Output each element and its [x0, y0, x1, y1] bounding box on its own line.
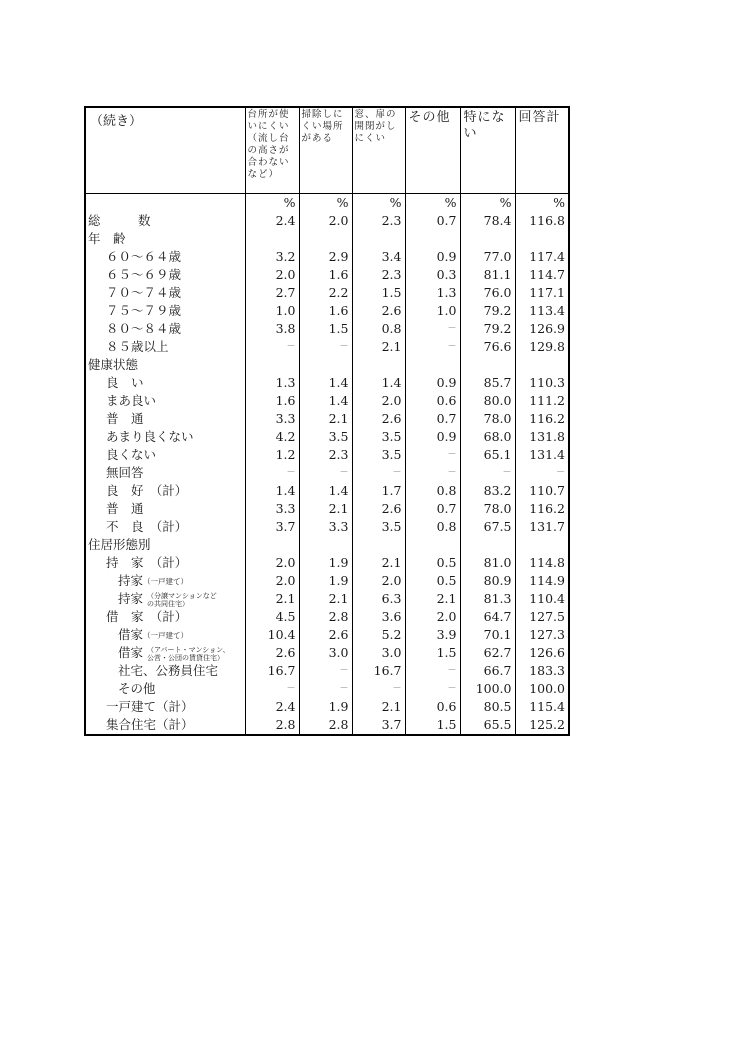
value-cell: 3.0: [352, 644, 405, 662]
row-label: [85, 644, 245, 662]
value-cell: 1.5: [405, 716, 460, 735]
value-cell: 117.1: [515, 284, 569, 302]
value-cell: 1.9: [299, 572, 352, 590]
row-label-text: ６５～６９歳: [106, 267, 182, 282]
value-cell: －: [460, 464, 515, 482]
row-label-text: ８５歳以上: [106, 339, 169, 354]
value-cell: 1.4: [352, 374, 405, 392]
row-label-text: その他: [118, 681, 156, 696]
value-cell: 2.9: [299, 248, 352, 266]
row-label: [85, 464, 245, 482]
value-cell: 0.9: [405, 428, 460, 446]
value-cell: 100.0: [515, 680, 569, 698]
value-cell: －: [299, 338, 352, 356]
value-cell: [515, 356, 569, 374]
row-label-text: 借 家 （計）: [106, 609, 188, 624]
value-cell: 114.9: [515, 572, 569, 590]
value-cell: 2.6: [245, 644, 299, 662]
value-cell: 2.0: [299, 212, 352, 230]
value-cell: 3.2: [245, 248, 299, 266]
value-cell: 2.6: [352, 500, 405, 518]
value-cell: 1.6: [299, 302, 352, 320]
row-label-text: 不 良 （計）: [106, 519, 188, 534]
value-cell: －: [245, 338, 299, 356]
row-label-text: 年 齢: [88, 231, 126, 246]
value-cell: 110.3: [515, 374, 569, 392]
value-cell: 0.7: [405, 500, 460, 518]
value-cell: 3.9: [405, 626, 460, 644]
row-label-text: 持家: [118, 591, 144, 606]
value-cell: 2.3: [299, 446, 352, 464]
value-cell: [299, 536, 352, 554]
value-cell: 111.2: [515, 392, 569, 410]
row-label-text: あまり良くない: [106, 429, 194, 444]
value-cell: 3.5: [352, 428, 405, 446]
value-cell: 116.8: [515, 212, 569, 230]
table-row: [85, 500, 569, 518]
value-cell: 3.8: [245, 320, 299, 338]
value-cell: 1.2: [245, 446, 299, 464]
value-cell: －: [405, 446, 460, 464]
row-label-text: 住居形態別: [88, 537, 151, 552]
value-cell: －: [352, 680, 405, 698]
value-cell: 2.8: [299, 716, 352, 735]
value-cell: 81.0: [460, 554, 515, 572]
column-none: 特にない: [463, 110, 506, 141]
value-cell: 1.5: [352, 284, 405, 302]
table-row: [85, 338, 569, 356]
value-cell: 2.0: [405, 608, 460, 626]
row-label-text: 持 家 （計）: [106, 555, 188, 570]
table-row: [85, 644, 569, 662]
row-label: [85, 662, 245, 680]
table-row: [85, 284, 569, 302]
table-row: [85, 428, 569, 446]
value-cell: 78.0: [460, 500, 515, 518]
row-label: [85, 374, 245, 392]
column-total: 回答計: [518, 110, 561, 125]
value-cell: 80.9: [460, 572, 515, 590]
row-label-text: まあ良い: [106, 393, 157, 408]
value-cell: 70.1: [460, 626, 515, 644]
table-header: [85, 107, 569, 194]
value-cell: 10.4: [245, 626, 299, 644]
value-cell: 0.7: [405, 410, 460, 428]
table-row: [85, 248, 569, 266]
row-label: [85, 500, 245, 518]
continued-label: （続き）: [90, 114, 143, 129]
value-cell: 2.7: [245, 284, 299, 302]
value-cell: 1.3: [245, 374, 299, 392]
value-cell: 1.4: [299, 392, 352, 410]
value-cell: 2.1: [352, 338, 405, 356]
value-cell: 1.5: [405, 644, 460, 662]
value-cell: 85.7: [460, 374, 515, 392]
value-cell: 4.5: [245, 608, 299, 626]
value-cell: 68.0: [460, 428, 515, 446]
value-cell: －: [299, 662, 352, 680]
value-cell: 0.6: [405, 698, 460, 716]
row-label: [85, 716, 245, 735]
value-cell: 79.2: [460, 320, 515, 338]
value-cell: 183.3: [515, 662, 569, 680]
value-cell: 83.2: [460, 482, 515, 500]
value-cell: 2.1: [352, 554, 405, 572]
value-cell: [352, 230, 405, 248]
unit-cell: %: [352, 194, 405, 213]
value-cell: 3.5: [299, 428, 352, 446]
row-label: [85, 320, 245, 338]
value-cell: [245, 230, 299, 248]
value-cell: 2.0: [245, 554, 299, 572]
row-label: [85, 482, 245, 500]
table-row: [85, 536, 569, 554]
row-label: [85, 410, 245, 428]
table-row: [85, 266, 569, 284]
value-cell: －: [405, 338, 460, 356]
value-cell: 131.7: [515, 518, 569, 536]
row-label: [85, 698, 245, 716]
value-cell: 79.2: [460, 302, 515, 320]
value-cell: 3.3: [245, 500, 299, 518]
value-cell: 0.5: [405, 554, 460, 572]
value-cell: 114.7: [515, 266, 569, 284]
table-row: [85, 230, 569, 248]
row-label-text: 良くない: [106, 447, 157, 462]
row-label-text: 良 い: [106, 375, 144, 390]
value-cell: －: [245, 680, 299, 698]
header-cell-label: [85, 107, 245, 194]
value-cell: 3.5: [352, 518, 405, 536]
unit-cell: %: [405, 194, 460, 213]
table-row: [85, 680, 569, 698]
table-row: [85, 392, 569, 410]
value-cell: 65.5: [460, 716, 515, 735]
row-label-note: （アパート・マンション、 公営・公団の賃貸住宅）: [147, 645, 230, 662]
value-cell: [299, 230, 352, 248]
row-label: [85, 518, 245, 536]
row-label: [85, 626, 245, 644]
value-cell: 81.1: [460, 266, 515, 284]
unit-cell: %: [515, 194, 569, 213]
value-cell: [405, 230, 460, 248]
row-label: [85, 554, 245, 572]
row-label-text: 集合住宅（計）: [106, 717, 194, 732]
header-cell-cleaning: [299, 107, 352, 194]
value-cell: [245, 356, 299, 374]
table-row: [85, 302, 569, 320]
column-window-door: 窓、扉の開閉がしにくい: [354, 109, 397, 144]
value-cell: 116.2: [515, 410, 569, 428]
value-cell: 16.7: [245, 662, 299, 680]
value-cell: [515, 536, 569, 554]
value-cell: 2.1: [299, 590, 352, 608]
value-cell: 0.6: [405, 392, 460, 410]
value-cell: 2.6: [352, 410, 405, 428]
value-cell: 127.3: [515, 626, 569, 644]
value-cell: 116.2: [515, 500, 569, 518]
value-cell: 2.8: [245, 716, 299, 735]
value-cell: －: [405, 320, 460, 338]
value-cell: 78.0: [460, 410, 515, 428]
value-cell: 80.0: [460, 392, 515, 410]
table-row: [85, 572, 569, 590]
row-label-text: ８０～８４歳: [106, 321, 182, 336]
table-row: [85, 356, 569, 374]
value-cell: 78.4: [460, 212, 515, 230]
column-cleaning: 掃除しにくい場所がある: [301, 109, 344, 144]
value-cell: 1.5: [299, 320, 352, 338]
value-cell: 113.4: [515, 302, 569, 320]
value-cell: 77.0: [460, 248, 515, 266]
value-cell: 3.6: [352, 608, 405, 626]
value-cell: 1.7: [352, 482, 405, 500]
row-label: [85, 302, 245, 320]
value-cell: 0.3: [405, 266, 460, 284]
value-cell: 3.7: [352, 716, 405, 735]
value-cell: －: [405, 464, 460, 482]
value-cell: －: [405, 662, 460, 680]
value-cell: 3.5: [352, 446, 405, 464]
value-cell: [460, 356, 515, 374]
table-row: [85, 518, 569, 536]
unit-cell: %: [245, 194, 299, 213]
value-cell: 2.4: [245, 212, 299, 230]
value-cell: 2.6: [299, 626, 352, 644]
value-cell: [460, 536, 515, 554]
value-cell: 1.4: [299, 482, 352, 500]
row-label: [85, 590, 245, 608]
value-cell: 81.3: [460, 590, 515, 608]
value-cell: 2.0: [245, 266, 299, 284]
table-row: [85, 590, 569, 608]
value-cell: 0.8: [405, 518, 460, 536]
value-cell: 131.8: [515, 428, 569, 446]
row-label: [85, 356, 245, 374]
table-row: [85, 554, 569, 572]
value-cell: 114.8: [515, 554, 569, 572]
row-label-text: ７５～７９歳: [106, 303, 182, 318]
row-label: [85, 608, 245, 626]
table-row: [85, 482, 569, 500]
value-cell: 2.6: [352, 302, 405, 320]
data-table: [84, 106, 570, 736]
row-label: [85, 266, 245, 284]
value-cell: 125.2: [515, 716, 569, 735]
value-cell: 0.7: [405, 212, 460, 230]
value-cell: 64.7: [460, 608, 515, 626]
table-row: [85, 608, 569, 626]
value-cell: 76.0: [460, 284, 515, 302]
row-label: [85, 392, 245, 410]
value-cell: 65.1: [460, 446, 515, 464]
header-cell-window-door: [352, 107, 405, 194]
value-cell: 2.0: [245, 572, 299, 590]
value-cell: 4.2: [245, 428, 299, 446]
row-label-text: 社宅、公務員住宅: [118, 663, 219, 678]
value-cell: 3.3: [299, 518, 352, 536]
value-cell: 16.7: [352, 662, 405, 680]
row-label: [85, 212, 245, 230]
table-body: [85, 194, 569, 736]
value-cell: 80.5: [460, 698, 515, 716]
value-cell: 76.6: [460, 338, 515, 356]
value-cell: 2.1: [299, 410, 352, 428]
column-other: その他: [408, 110, 451, 125]
value-cell: －: [299, 464, 352, 482]
row-label-note: （一戸建て）: [143, 576, 189, 586]
value-cell: 2.4: [245, 698, 299, 716]
value-cell: 110.7: [515, 482, 569, 500]
value-cell: 0.5: [405, 572, 460, 590]
value-cell: 2.3: [352, 212, 405, 230]
value-cell: －: [245, 464, 299, 482]
row-label-text: 総 数: [88, 213, 151, 228]
value-cell: 117.4: [515, 248, 569, 266]
value-cell: 110.4: [515, 590, 569, 608]
value-cell: －: [405, 680, 460, 698]
row-label: [85, 572, 245, 590]
row-label-text: ７０～７４歳: [106, 285, 182, 300]
table-row: [85, 716, 569, 735]
value-cell: 1.4: [299, 374, 352, 392]
value-cell: －: [515, 464, 569, 482]
row-label-note: （分譲マンションなど の共同住宅）: [147, 591, 217, 608]
value-cell: 0.9: [405, 374, 460, 392]
row-label: [85, 446, 245, 464]
row-label: [85, 338, 245, 356]
value-cell: [515, 230, 569, 248]
value-cell: 6.3: [352, 590, 405, 608]
value-cell: －: [352, 464, 405, 482]
row-label-text: 健康状態: [88, 357, 139, 372]
row-label-text: 借家: [118, 627, 144, 642]
value-cell: 129.8: [515, 338, 569, 356]
value-cell: 1.0: [245, 302, 299, 320]
value-cell: －: [299, 680, 352, 698]
unit-row-label: [85, 194, 245, 213]
value-cell: 3.0: [299, 644, 352, 662]
value-cell: 2.0: [352, 572, 405, 590]
row-label-text: ６０～６４歳: [106, 249, 182, 264]
row-label-text: 一戸建て（計）: [106, 699, 194, 714]
table-row: [85, 374, 569, 392]
row-label-text: 普 通: [106, 501, 144, 516]
row-label: [85, 284, 245, 302]
value-cell: [352, 356, 405, 374]
header-cell-total: [515, 107, 569, 194]
row-label-text: 借家: [118, 645, 144, 660]
value-cell: 127.5: [515, 608, 569, 626]
unit-row: [85, 194, 569, 213]
table-row: [85, 212, 569, 230]
value-cell: 2.2: [299, 284, 352, 302]
value-cell: 1.6: [245, 392, 299, 410]
header-cell-kitchen: [245, 107, 299, 194]
header-cell-other: [405, 107, 460, 194]
row-label: [85, 680, 245, 698]
table-row: [85, 662, 569, 680]
value-cell: 1.9: [299, 554, 352, 572]
value-cell: [405, 536, 460, 554]
row-label-text: 持家: [118, 573, 144, 588]
value-cell: 131.4: [515, 446, 569, 464]
value-cell: 2.1: [405, 590, 460, 608]
table-row: [85, 410, 569, 428]
value-cell: 126.9: [515, 320, 569, 338]
row-label-text: 良 好 （計）: [106, 483, 188, 498]
value-cell: 3.3: [245, 410, 299, 428]
value-cell: [352, 536, 405, 554]
value-cell: 2.1: [299, 500, 352, 518]
value-cell: [460, 230, 515, 248]
value-cell: 0.8: [352, 320, 405, 338]
value-cell: 2.1: [352, 698, 405, 716]
value-cell: 115.4: [515, 698, 569, 716]
row-label-text: 普 通: [106, 411, 144, 426]
value-cell: 1.4: [245, 482, 299, 500]
value-cell: 2.1: [245, 590, 299, 608]
value-cell: [299, 356, 352, 374]
value-cell: 1.6: [299, 266, 352, 284]
value-cell: 0.9: [405, 248, 460, 266]
value-cell: 62.7: [460, 644, 515, 662]
value-cell: 2.0: [352, 392, 405, 410]
value-cell: 67.5: [460, 518, 515, 536]
value-cell: 100.0: [460, 680, 515, 698]
table-row: [85, 698, 569, 716]
value-cell: 2.3: [352, 266, 405, 284]
row-label: [85, 230, 245, 248]
row-label-note: （一戸建て）: [143, 630, 189, 640]
table-row: [85, 464, 569, 482]
value-cell: 3.7: [245, 518, 299, 536]
value-cell: 1.3: [405, 284, 460, 302]
unit-cell: %: [299, 194, 352, 213]
table-row: [85, 626, 569, 644]
value-cell: 126.6: [515, 644, 569, 662]
value-cell: [245, 536, 299, 554]
value-cell: 1.9: [299, 698, 352, 716]
row-label: [85, 536, 245, 554]
value-cell: 0.8: [405, 482, 460, 500]
value-cell: [405, 356, 460, 374]
column-kitchen: 台所が使いにくい（流し台の高さが合わないなど）: [247, 109, 290, 180]
value-cell: 66.7: [460, 662, 515, 680]
value-cell: 2.8: [299, 608, 352, 626]
value-cell: 3.4: [352, 248, 405, 266]
row-label: [85, 248, 245, 266]
table-row: [85, 320, 569, 338]
table-row: [85, 446, 569, 464]
unit-cell: %: [460, 194, 515, 213]
header-cell-none: [460, 107, 515, 194]
value-cell: 5.2: [352, 626, 405, 644]
row-label-text: 無回答: [106, 465, 144, 480]
value-cell: 1.0: [405, 302, 460, 320]
row-label: [85, 428, 245, 446]
